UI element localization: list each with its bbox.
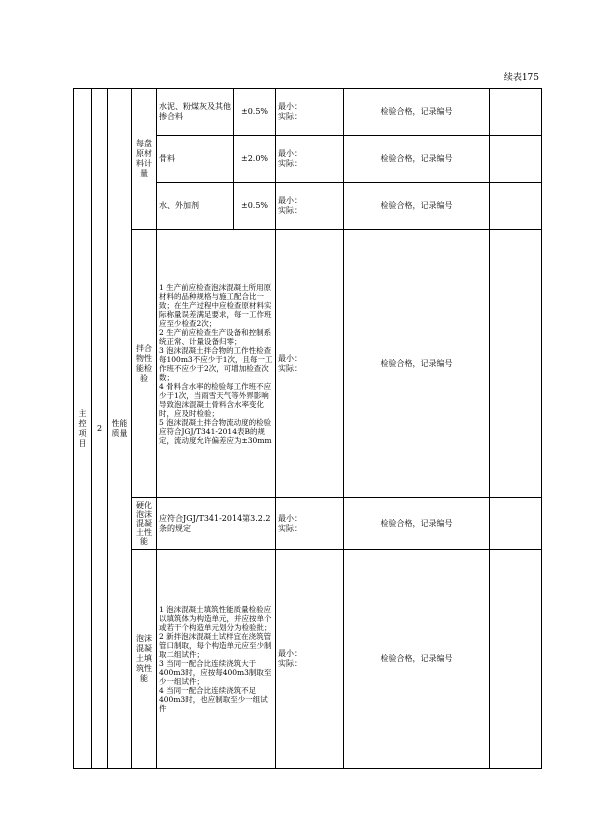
remark-cell xyxy=(490,230,542,498)
table-row xyxy=(74,230,542,498)
item-no-cell: 2 xyxy=(92,89,108,769)
measure-cell: 最小： 实际： xyxy=(276,89,344,136)
result-cell: 检验合格，记录编号 xyxy=(344,136,490,183)
table-row xyxy=(74,550,542,769)
page-label: 续表175 xyxy=(503,73,539,83)
remark-cell xyxy=(490,550,542,769)
tolerance-value: ±0.5% xyxy=(234,89,276,136)
inspection-table xyxy=(73,88,542,769)
item-name-cell: 性能质量 xyxy=(108,89,132,769)
result-cell: 检验合格，记录编号 xyxy=(344,550,490,769)
result-cell: 检验合格，记录编号 xyxy=(344,183,490,230)
category-cell: 主控项目 xyxy=(74,89,92,769)
material-name: 水、外加剂 xyxy=(157,183,234,230)
material-name: 水泥、粉煤灰及其他掺合料 xyxy=(157,89,234,136)
material-name: 骨料 xyxy=(157,136,234,183)
per-batch-label: 每盘原材料计量 xyxy=(132,89,157,230)
measure-cell: 最小： 实际： xyxy=(276,498,344,550)
table-row xyxy=(74,498,542,550)
result-cell: 检验合格，记录编号 xyxy=(344,498,490,550)
measure-cell: 最小： 实际： xyxy=(276,230,344,498)
remark-cell xyxy=(490,498,542,550)
remark-cell xyxy=(490,183,542,230)
result-cell: 检验合格，记录编号 xyxy=(344,89,490,136)
hardened-label: 硬化泡沫混凝土性能 xyxy=(132,498,157,550)
mixture-label: 拌合物性能检验 xyxy=(132,230,157,498)
tolerance-value: ±0.5% xyxy=(234,183,276,230)
result-cell: 检验合格，记录编号 xyxy=(344,230,490,498)
mixture-standard: 1 生产前应检查泡沫混凝土所用原材料的品种规格与施工配合比一致；在生产过程中应检查原材料实际称量误差满足要求，每一工作班应至少检查2次； 2 生产前应检查生产设备和控制系统正常、计量设备归零； 3 泡沫混凝土拌合物的工作性检查每100m3不应少于1次，且每一工作班不应少于2次，可增加检查次数； 4 骨料含水率的检验每工作班不应少于1次，当雨雪天气等外界影响导致泡沫混凝土骨料含水率变化时，应及时检验； 5 泡沫混凝土拌合物流动度的检验应符合JGJ/T341-2014表B的规定，流动度允许偏差应为±30mm xyxy=(157,230,276,498)
remark-cell xyxy=(490,89,542,136)
table-row xyxy=(74,89,542,136)
fill-label: 泡沫混凝土填筑性能 xyxy=(132,550,157,769)
measure-cell: 最小： 实际： xyxy=(276,550,344,769)
fill-standard: 1 泡沫混凝土填筑性能质量检验应以填筑体为构造单元，并应按单个或若干个构造单元划分为检验批； 2 新拌泡沫混凝土试样宜在浇筑管管口制取，每个构造单元应至少制取二组试件； 3 当同一配合比连续浇筑大于400m3时，应按每400m3制取至少一组试件； 4 当同一配合比连续浇筑不足400m3时，也应制取至少一组试件 xyxy=(157,550,276,769)
tolerance-value: ±2.0% xyxy=(234,136,276,183)
measure-cell: 最小： 实际： xyxy=(276,136,344,183)
hardened-standard: 应符合JGJ/T341-2014第3.2.2条的规定 xyxy=(157,498,276,550)
measure-cell: 最小： 实际： xyxy=(276,183,344,230)
remark-cell xyxy=(490,136,542,183)
